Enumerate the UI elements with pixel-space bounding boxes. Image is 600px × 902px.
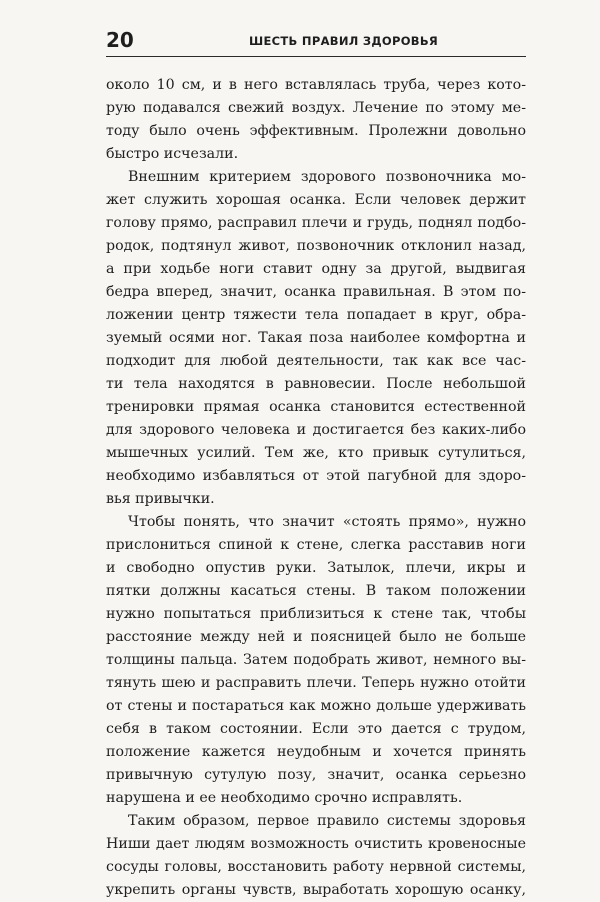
text-line: положение кажется неудобным и хочется принять <box>106 744 526 760</box>
text-line: укрепить органы чувств, выработать хорошую осанку, <box>106 882 526 898</box>
text-line: толщины пальца. Затем подобрать живот, немного вы- <box>106 652 526 668</box>
text-line: тянуть шею и расправить плечи. Теперь нужно отойти <box>106 675 526 691</box>
text-line: Чтобы понять, что значит «стоять прямо», нужно <box>128 514 526 530</box>
text-line: быстро исчезали. <box>106 146 239 162</box>
text-line: Таким образом, первое правило системы здоровья <box>128 813 526 829</box>
text-line: от стены и постараться как можно дольше удерживать <box>106 698 526 714</box>
text-line: нужно попытаться приблизиться к стене так, чтобы <box>106 606 526 622</box>
text-line: вья привычки. <box>106 491 215 507</box>
text-line: и свободно опустив руки. Затылок, плечи, икры и <box>106 560 526 576</box>
running-title: ШЕСТЬ ПРАВИЛ ЗДОРОВЬЯ <box>249 34 439 48</box>
text-line: жет служить хорошая осанка. Если человек держит <box>106 192 526 208</box>
text-line: тоду было очень эффективным. Пролежни довольно <box>106 123 526 139</box>
text-line: рую подавался свежий воздух. Лечение по этому ме- <box>106 100 526 116</box>
text-line: сосуды головы, восстановить работу нервной системы, <box>106 859 526 875</box>
text-line: зуемый осями ног. Такая поза наиболее комфортна и <box>106 330 526 346</box>
text-line: ложении центр тяжести тела попадает в круг, обра- <box>106 307 526 323</box>
text-line: необходимо избавляться от этой пагубной для здоро- <box>106 468 526 484</box>
page-header <box>106 30 526 57</box>
body-text <box>106 74 526 902</box>
text-line: Ниши дает людям возможность очистить кровеносные <box>106 836 526 852</box>
text-line: бедра вперед, значит, осанка правильная. В этом по- <box>106 284 526 300</box>
text-line: подходит для любой деятельности, так как все час- <box>106 353 526 369</box>
text-line: ти тела находятся в равновесии. После небольшой <box>106 376 526 392</box>
text-line: тренировки прямая осанка становится естественной <box>106 399 526 415</box>
text-line: голову прямо, расправил плечи и грудь, поднял подбо- <box>106 215 526 231</box>
text-line: прислониться спиной к стене, слегка расставив ноги <box>106 537 526 553</box>
text-line: себя в таком состоянии. Если это дается с трудом, <box>106 721 526 737</box>
page-number: 20 <box>106 28 134 52</box>
text-line: мышечных усилий. Тем же, кто привык сутулиться, <box>106 445 526 461</box>
text-line: около 10 см, и в него вставлялась труба, через кото- <box>106 77 526 93</box>
text-line: для здорового человека и достигается без каких-либо <box>106 422 526 438</box>
text-line: Внешним критерием здорового позвоночника мо- <box>128 169 526 185</box>
text-line: привычную сутулую позу, значит, осанка серьезно <box>106 767 526 783</box>
text-line: пятки должны касаться стены. В таком положении <box>106 583 526 599</box>
text-line: нарушена и ее необходимо срочно исправлять. <box>106 790 463 806</box>
text-line: расстояние между ней и поясницей было не больше <box>106 629 526 645</box>
text-line: а при ходьбе ноги ставит одну за другой, выдвигая <box>106 261 526 277</box>
text-line: родок, подтянул живот, позвоночник отклонил назад, <box>106 238 526 254</box>
